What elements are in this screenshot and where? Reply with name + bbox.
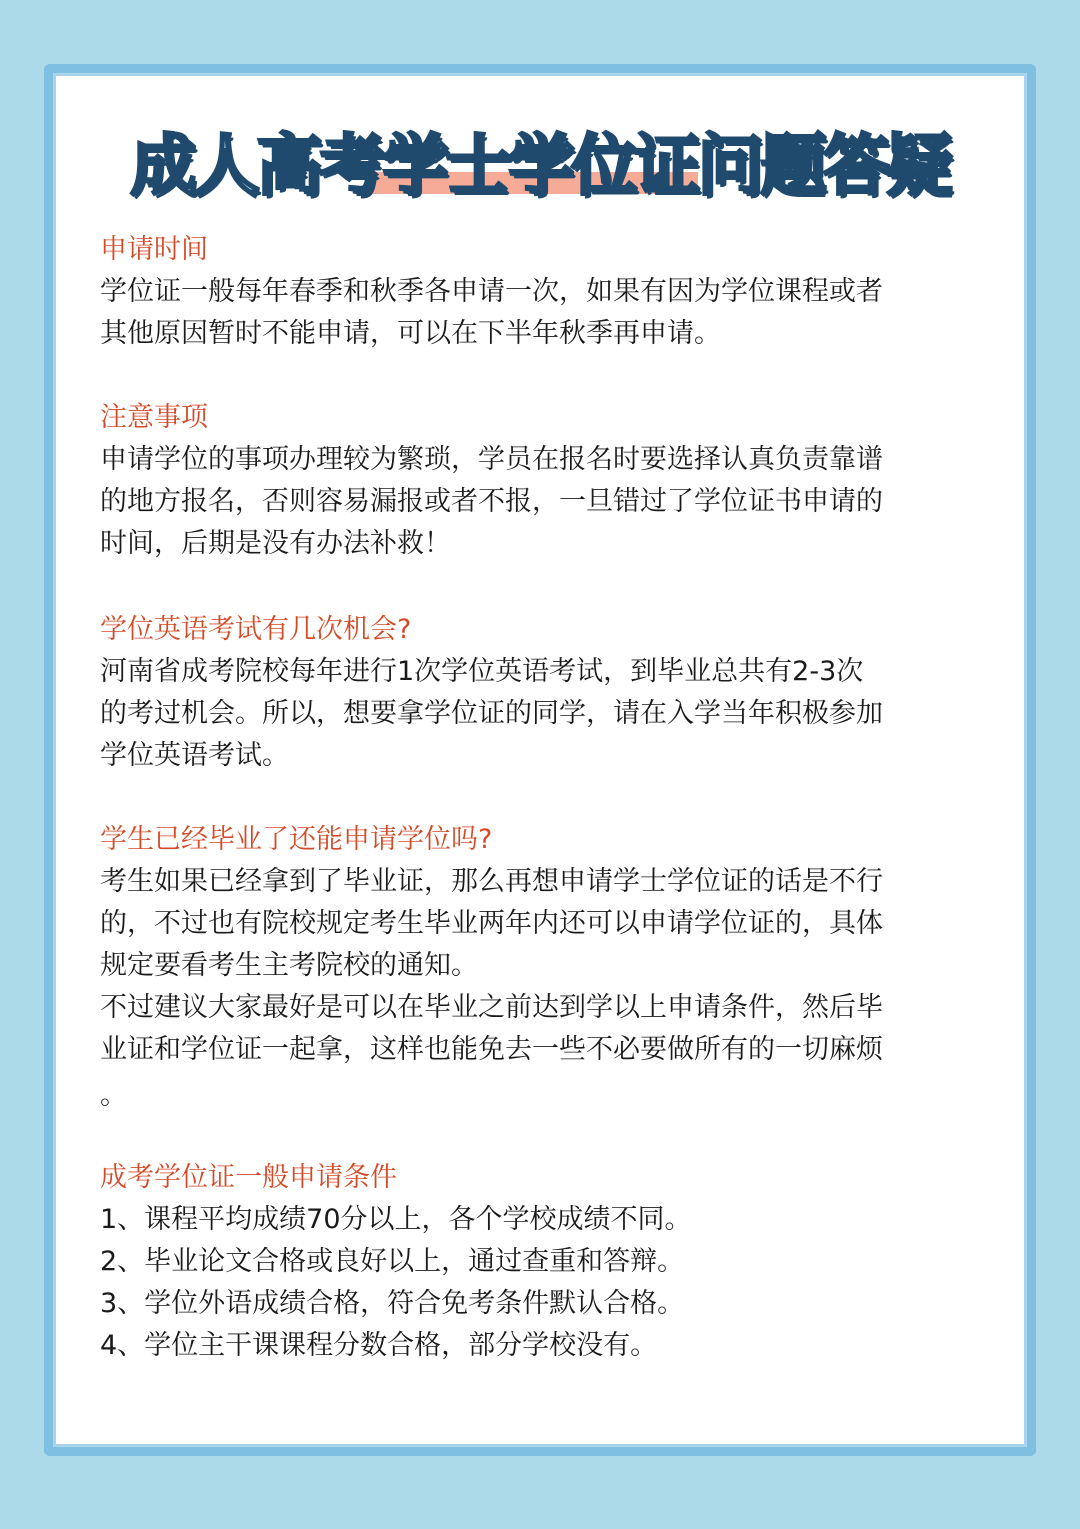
body-line: 不过建议大家最好是可以在毕业之前达到学以上申请条件，然后毕 xyxy=(100,992,883,1023)
body-line: 的地方报名，否则容易漏报或者不报，一旦错过了学位证书申请的 xyxy=(100,486,883,517)
body-line: 申请学位的事项办理较为繁琐，学员在报名时要选择认真负责靠谱 xyxy=(100,444,883,475)
body-line: 学位证一般每年春季和秋季各申请一次，如果有因为学位课程或者 xyxy=(100,276,883,307)
body-line: 的，不过也有院校规定考生毕业两年内还可以申请学位证的，具体 xyxy=(100,908,883,939)
body-line: 其他原因暂时不能申请，可以在下半年秋季再申请。 xyxy=(100,318,721,349)
section-english-exam xyxy=(100,609,1000,777)
section-heading: 申请时间 xyxy=(100,234,208,265)
section-heading: 注意事项 xyxy=(100,402,208,433)
page-title: 成人高考学士学位证问题答疑 xyxy=(130,127,950,204)
section-graduated xyxy=(100,819,1000,1117)
body-line: 业证和学位证一起拿，这样也能免去一些不必要做所有的一切麻烦 xyxy=(100,1034,883,1065)
section-heading: 成考学位证一般申请条件 xyxy=(100,1162,397,1193)
section-heading: 学位英语考试有几次机会? xyxy=(100,614,412,645)
list-item: 2、毕业论文合格或良好以上，通过查重和答辩。 xyxy=(100,1246,685,1277)
list-item: 3、学位外语成绩合格，符合免考条件默认合格。 xyxy=(100,1288,685,1319)
body-line: 考生如果已经拿到了毕业证，那么再想申请学士学位证的话是不行 xyxy=(100,866,883,897)
body-line: 的考过机会。所以，想要拿学位证的同学，请在入学当年积极参加 xyxy=(100,698,883,729)
body-line: 规定要看考生主考院校的通知。 xyxy=(100,950,478,981)
list-item: 4、学位主干课课程分数合格，部分学校没有。 xyxy=(100,1330,658,1361)
section-heading: 学生已经毕业了还能申请学位吗? xyxy=(100,824,493,855)
list-item: 1、课程平均成绩70分以上，各个学校成绩不同。 xyxy=(100,1204,692,1235)
body-line: 。 xyxy=(100,1080,127,1111)
section-conditions xyxy=(100,1157,1000,1367)
body-line: 时间，后期是没有办法补救！ xyxy=(100,528,451,559)
body-line: 学位英语考试。 xyxy=(100,740,289,771)
section-notes xyxy=(100,397,1000,565)
section-application-time xyxy=(100,229,1000,355)
body-line: 河南省成考院校每年进行1次学位英语考试，到毕业总共有2-3次 xyxy=(100,656,864,687)
